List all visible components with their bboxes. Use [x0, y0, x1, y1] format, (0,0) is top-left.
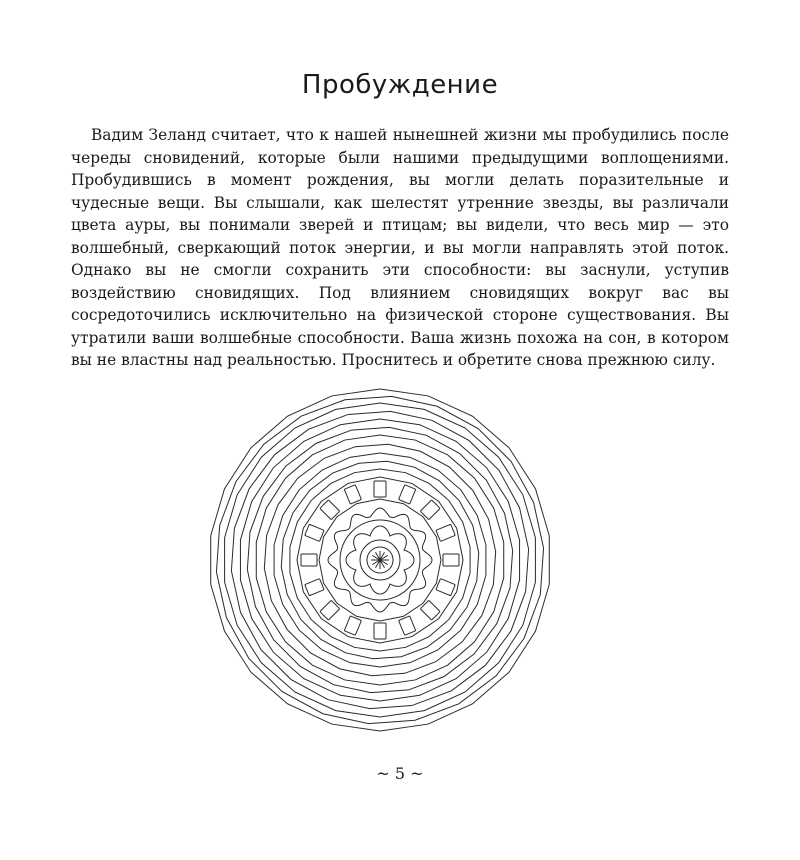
mandala-rect: [301, 554, 317, 566]
mandala-rect: [305, 579, 324, 596]
mandala-illustration: [200, 380, 560, 740]
mandala-rect: [443, 554, 459, 566]
mandala-rect: [374, 481, 386, 497]
mandala-rect: [399, 616, 416, 635]
mandala-rect: [399, 485, 416, 504]
mandala-rect: [436, 524, 455, 541]
mandala-rect: [344, 485, 361, 504]
page-title: Пробуждение: [301, 70, 499, 100]
mandala-rect: [436, 579, 455, 596]
page-number: ~ 5 ~: [376, 764, 424, 783]
mandala-rect: [374, 623, 386, 639]
mandala-rect: [305, 524, 324, 541]
mandala-rect: [344, 616, 361, 635]
body-paragraph: Вадим Зеланд считает, что к нашей нынешней жизни мы пробудились после череды сновидений, которые были нашими предыдущими воплощениями. Пробудившись в момент рождения, вы могли делать поразительные и чудесные вещи. Вы слышали, как шелестят утренние звезды, вы различали цвета ауры, вы понимали зверей и птицам; вы видели, что весь мир — это волшебный, сверкающий поток энергии, и вы могли направлять этой поток. Однако вы не смогли сохранить эти способности: вы заснули, уступив воздействию сновидящих. Под влиянием сновидящих вокруг вас вы сосредоточились исключительно на физической стороне существования. Вы утратили ваши волшебные способности. Ваша жизнь похожа на сон, в котором вы не властны над реальностью. Проснитесь и обретите снова прежнюю силу.: [71, 126, 729, 369]
